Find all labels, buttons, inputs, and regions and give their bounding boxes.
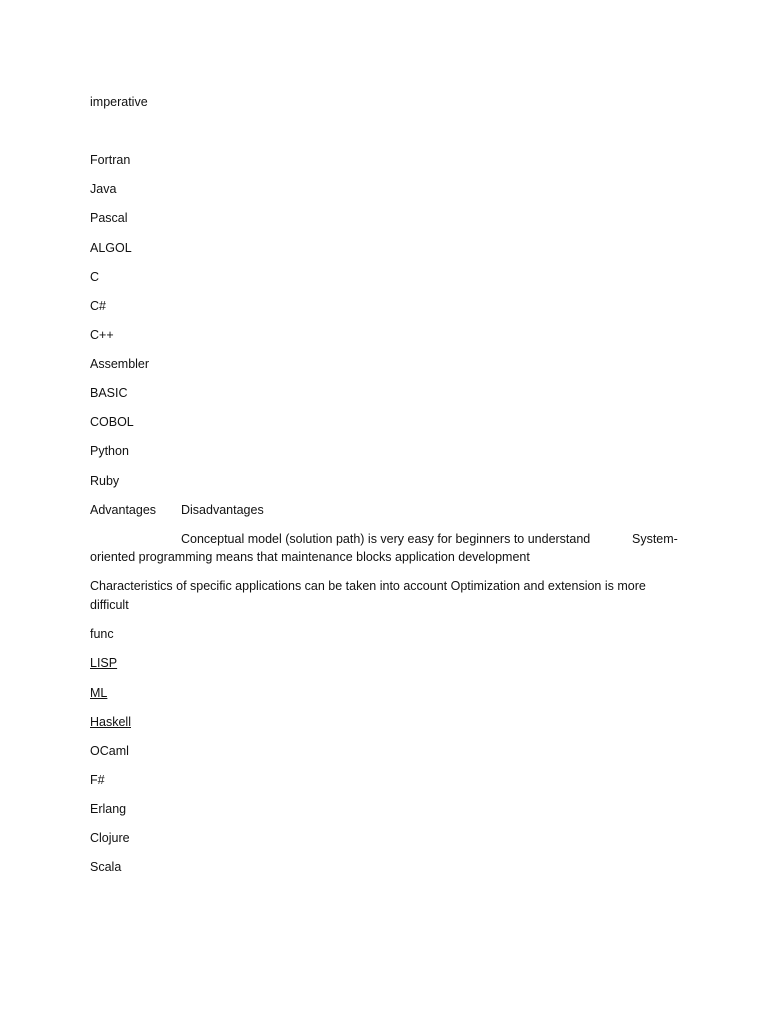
table-header-advantages: Advantages	[90, 503, 157, 517]
disadvantage-text-1-start: System-	[632, 532, 678, 546]
disadvantage-text-1-rest: oriented programming means that maintenance blocks application development	[90, 550, 530, 564]
list-item-algol: ALGOL	[90, 241, 132, 255]
list-item-pascal: Pascal	[90, 211, 128, 225]
row-2-line-1: Characteristics of specific applications can be taken into account Optimization and extension is more	[90, 579, 646, 593]
link-haskell[interactable]: Haskell	[90, 715, 131, 729]
list-item-ruby: Ruby	[90, 474, 120, 488]
list-item-fortran: Fortran	[90, 153, 131, 167]
heading-imperative: imperative	[90, 95, 148, 109]
list-item-scala: Scala	[90, 860, 122, 874]
list-item-cplusplus: C++	[90, 328, 114, 342]
heading-func: func	[90, 627, 114, 641]
list-item-fsharp: F#	[90, 773, 105, 787]
list-item-cobol: COBOL	[90, 415, 134, 429]
list-item-erlang: Erlang	[90, 802, 127, 816]
list-item-clojure: Clojure	[90, 831, 130, 845]
advantage-text-1: Conceptual model (solution path) is very easy for beginners to understand	[181, 532, 591, 546]
list-item-java: Java	[90, 182, 117, 196]
list-item-assembler: Assembler	[90, 357, 150, 371]
list-item-python: Python	[90, 444, 129, 458]
link-ml[interactable]: ML	[90, 686, 108, 700]
row-2-line-2: difficult	[90, 598, 129, 612]
table-header-disadvantages: Disadvantages	[181, 503, 264, 517]
list-item-c: C	[90, 270, 100, 284]
list-item-basic: BASIC	[90, 386, 128, 400]
list-item-csharp: C#	[90, 299, 106, 313]
list-item-ocaml: OCaml	[90, 744, 129, 758]
link-lisp[interactable]: LISP	[90, 656, 118, 670]
